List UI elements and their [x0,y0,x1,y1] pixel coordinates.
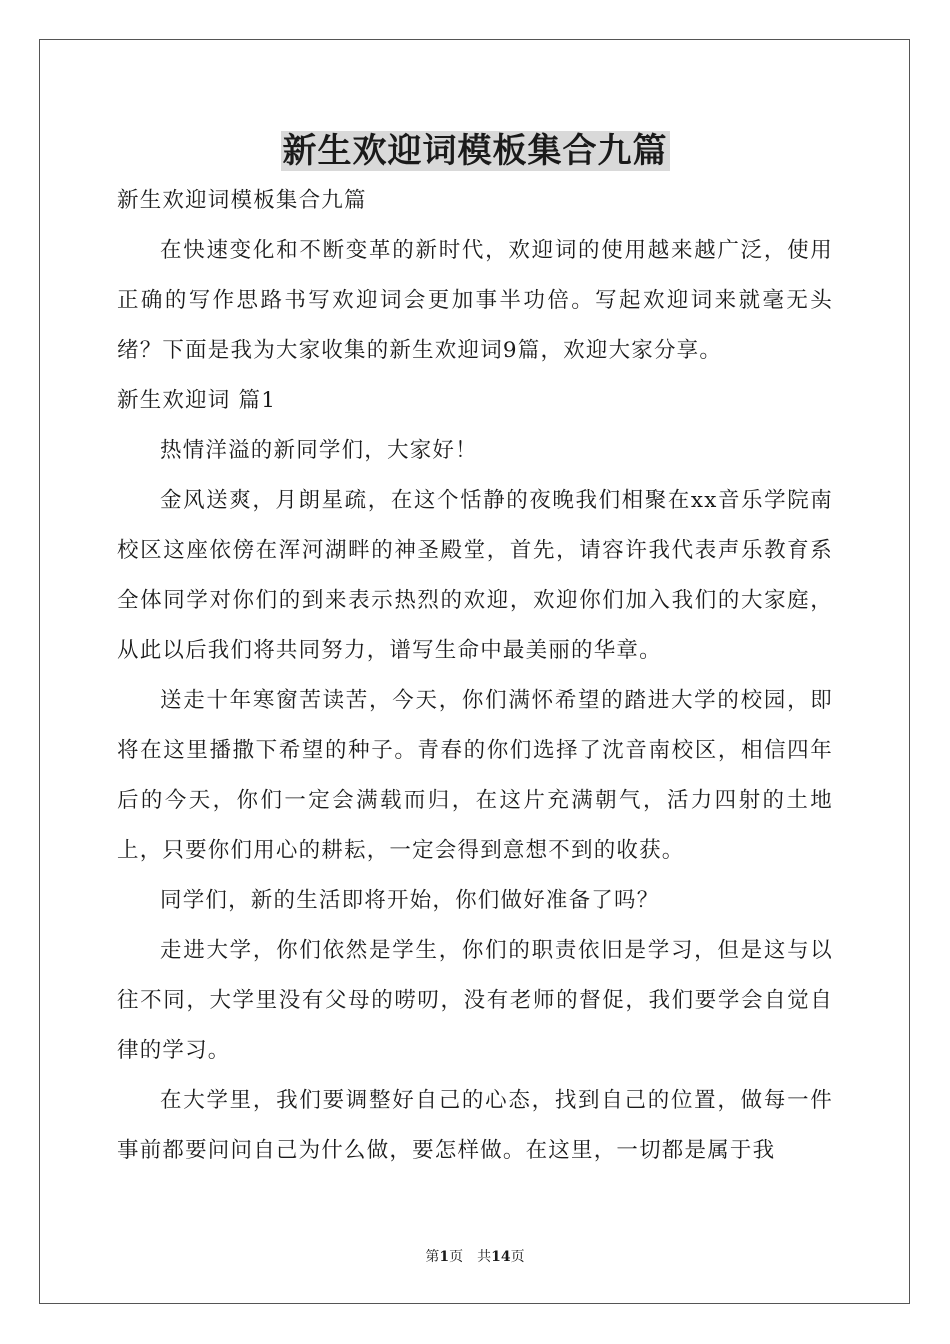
total-suffix: 页 [510,1249,525,1265]
body-paragraph: 走进大学，你们依然是学生，你们的职责依旧是学习，但是这与以往不同，大学里没有父母的唠叨，没有老师的督促，我们要学会自觉自律的学习。 [117,938,833,1063]
total-pages: 14 [491,1249,511,1265]
body-paragraph: 同学们，新的生活即将开始，你们做好准备了吗？ [160,888,660,913]
document-title-text: 新生欢迎词模板集合九篇 [282,131,668,171]
body-paragraph: 金风送爽，月朗星疏，在这个恬静的夜晚我们相聚在xx音乐学院南校区这座依傍在浑河湖畔的神圣殿堂，首先，请容许我代表声乐教育系全体同学对你们的到来表示热烈的欢迎，欢迎你们加入我们的大家庭，从此以后我们将共同努力，谱写生命中最美丽的华章。 [117,488,833,663]
intro-paragraph: 在快速变化和不断变革的新时代，欢迎词的使用越来越广泛，使用正确的写作思路书写欢迎词会更加事半功倍。写起欢迎词来就毫无头绪？下面是我为大家收集的新生欢迎词9篇，欢迎大家分享。 [117,238,833,363]
body-paragraph: 在大学里，我们要调整好自己的心态，找到自己的位置，做每一件事前都要问问自己为什么做，要怎样做。在这里，一切都是属于我 [117,1088,833,1163]
page-suffix: 页 [449,1249,464,1265]
section-heading: 新生欢迎词 篇1 [117,388,277,413]
body-paragraph: 送走十年寒窗苦读苦，今天，你们满怀希望的踏进大学的校园，即将在这里播撒下希望的种子。青春的你们选择了沈音南校区，相信四年后的今天，你们一定会满载而归，在这片充满朝气，活力四射的土地上，只要你们用心的耕耘，一定会得到意想不到的收获。 [117,688,833,863]
document-title [0,126,950,176]
document-body [117,176,833,1176]
page-prefix: 第 [425,1249,440,1265]
page-footer [0,1247,950,1267]
page-number: 1 [439,1249,450,1265]
total-prefix: 共 [477,1249,492,1265]
subtitle-line: 新生欢迎词模板集合九篇 [117,188,367,213]
greeting-paragraph: 热情洋溢的新同学们，大家好！ [160,438,478,463]
